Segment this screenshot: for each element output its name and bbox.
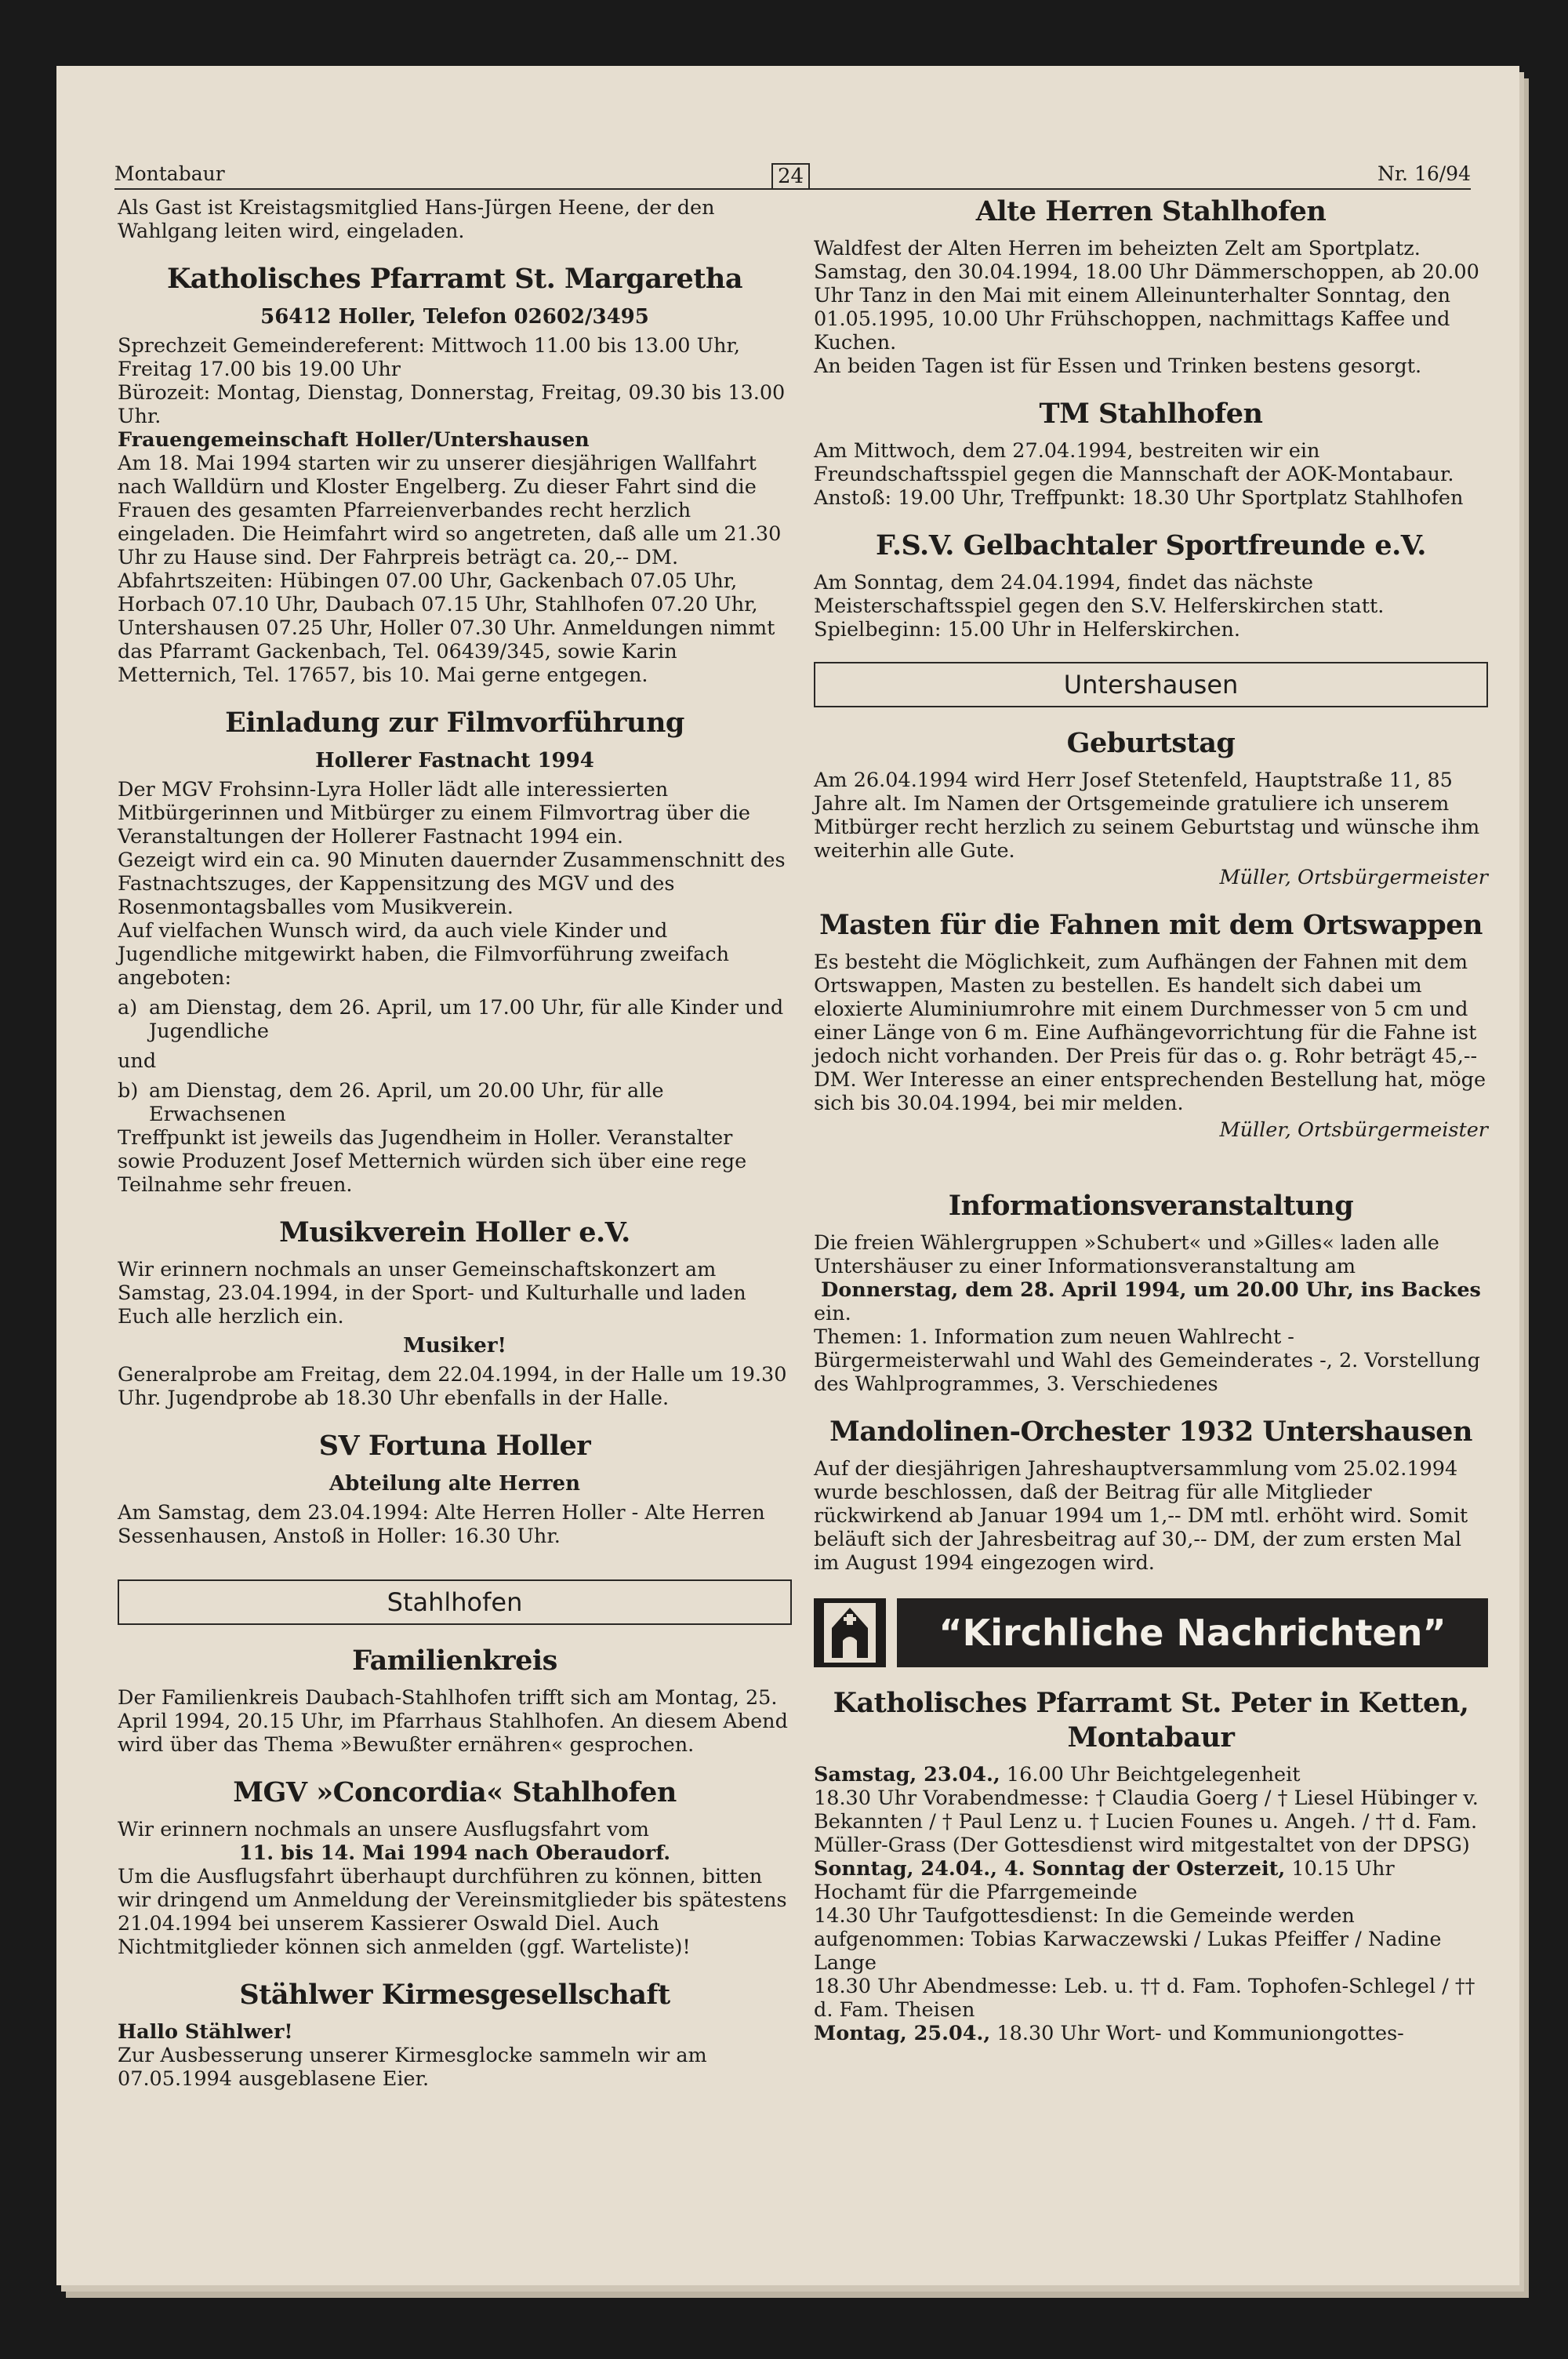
- film-title: Einladung zur Filmvorführung: [225, 707, 684, 739]
- kirmes-title: Stählwer Kirmesgesellschaft: [239, 1979, 670, 2011]
- peter-samstag-text: 16.00 Uhr Beichtgelegenheit: [1000, 1763, 1301, 1787]
- familienkreis-text: Der Familienkreis Daubach-Stahlhofen trifft sich am Montag, 25. April 1994, 20.15 Uhr, im Pfarrhaus Stahlhofen. An diesem Abend wird über das Thema »Bewußter ernähren« gesprochen.: [118, 1686, 788, 1757]
- peter-sonntag-text: 10.15 Uhr Hochamt für die Pfarrgemeinde: [814, 1857, 1395, 1904]
- fsv-text-2: Spielbeginn: 15.00 Uhr in Helferskirchen.: [814, 618, 1241, 642]
- mgv-text-2: Um die Ausflugsfahrt überhaupt durchführen zu können, bitten wir dringend um Anmeldung der Vereinsmitglieder bis spätestens 21.04.1994 bei unserem Kassierer Oswald Diel. Auch Nichtmitglieder können sich anmelden (ggf. Warteliste)!: [118, 1865, 787, 1959]
- masten-text: Es besteht die Möglichkeit, zum Aufhängen der Fahnen mit dem Ortswappen, Masten zu bestellen. Es handelt sich dabei um eloxierte Aluminiumrohre mit einem Durchmesser von 5 cm und einer Länge von 6 m. Eine Aufhängevorrichtung für die Fahne ist jedoch nicht vorhanden. Der Preis für das o. g. Rohr beträgt 45,-- DM. Wer Interesse an einer entsprechenden Bestellung hat, möge sich bis 30.04.1994, bei mir melden.: [814, 951, 1486, 1115]
- tm-stahlhofen-title: TM Stahlhofen: [1039, 398, 1263, 430]
- musikverein-text-2: Generalprobe am Freitag, dem 22.04.1994, in der Halle um 19.30 Uhr. Jugendprobe ab 18.30 Uhr ebenfalls in der Halle.: [118, 1363, 787, 1410]
- info-text-2: Themen: 1. Information zum neuen Wahlrecht - Bürgermeisterwahl und Wahl des Gemeinderates -, 2. Vorstellung des Wahlprogrammes, 3. Verschiedenes: [814, 1325, 1480, 1396]
- kirchliche-nachrichten-banner: [814, 1598, 1488, 1667]
- film-option-a-text: am Dienstag, dem 26. April, um 17.00 Uhr, für alle Kinder und Jugendliche: [149, 996, 784, 1043]
- sv-fortuna-subtitle: Abteilung alte Herren: [329, 1472, 580, 1496]
- issue-number: Nr. 16/94: [1377, 162, 1471, 185]
- info-text-1: Die freien Wählergruppen »Schubert« und »Gilles« laden alle Untershäuser zu einer Informationsveranstaltung am: [814, 1231, 1439, 1278]
- page-number: 24: [771, 163, 810, 190]
- info-title: Informationsveranstaltung: [948, 1190, 1354, 1222]
- alte-herren-text-2: An beiden Tagen ist für Essen und Trinken bestens gesorgt.: [814, 354, 1422, 378]
- info-ein: ein.: [814, 1302, 851, 1325]
- geburtstag-signature: Müller, Ortsbürgermeister: [1219, 866, 1488, 889]
- intro-text: Als Gast ist Kreistagsmitglied Hans-Jürgen Heene, der den Wahlgang leiten wird, eingeladen.: [118, 196, 715, 243]
- page-header: [114, 146, 1471, 190]
- peter-samstag: [814, 1763, 1488, 1787]
- musikverein-subtitle: Musiker!: [403, 1334, 506, 1358]
- kirchliche-nachrichten-title: “Kirchliche Nachrichten”: [897, 1598, 1488, 1667]
- film-option-b-text: am Dienstag, dem 26. April, um 20.00 Uhr, für alle Erwachsenen: [149, 1079, 664, 1126]
- stahlhofen-section-box: Stahlhofen: [118, 1579, 792, 1625]
- kath-margaretha-address: 56412 Holler, Telefon 02602/3495: [260, 305, 649, 329]
- musikverein-text-1: Wir erinnern nochmals an unser Gemeinschaftskonzert am Samstag, 23.04.1994, in der Sport- und Kulturhalle und laden Euch alle herzlich ein.: [118, 1258, 746, 1329]
- film-text-3: Auf vielfachen Wunsch wird, da auch viele Kinder und Jugendliche mitgewirkt haben, die Filmvorführung zweifach angeboten:: [118, 919, 730, 990]
- peter-montag-text: 18.30 Uhr Wort- und Kommuniongottes-: [990, 2022, 1404, 2045]
- mgv-date: 11. bis 14. Mai 1994 nach Oberaudorf.: [238, 1841, 671, 1865]
- st-peter-title: Katholisches Pfarramt St. Peter in Ketten, Montabaur: [833, 1687, 1469, 1754]
- right-column: [814, 196, 1488, 2045]
- kath-margaretha-title: Katholisches Pfarramt St. Margaretha: [166, 263, 743, 295]
- film-text-1: Der MGV Frohsinn-Lyra Holler lädt alle interessierten Mitbürgerinnen und Mitbürger zu einem Filmvortrag über die Veranstaltungen der Hollerer Fastnacht 1994 ein.: [118, 778, 751, 849]
- geburtstag-text: Am 26.04.1994 wird Herr Josef Stetenfeld, Hauptstraße 11, 85 Jahre alt. Im Namen der Ortsgemeinde gratuliere ich unserem Mitbürger recht herzlich zu seinem Geburtstag und wünsche ihm weiterhin alle Gute.: [814, 769, 1480, 863]
- film-text-4: Treffpunkt ist jeweils das Jugendheim in Holler. Veranstalter sowie Produzent Josef Metternich würden sich über eine rege Teilnahme sehr freuen.: [118, 1126, 747, 1197]
- peter-sonntag: [814, 1857, 1488, 1904]
- untershausen-section-box: Untershausen: [814, 662, 1488, 707]
- mandolinen-text: Auf der diesjährigen Jahreshauptversammlung vom 25.02.1994 wurde beschlossen, daß der Beitrag für alle Mitglieder rückwirkend ab Januar 1994 um 1,-- DM mtl. erhöht wird. Somit beläuft sich der Jahresbeitrag auf 30,-- DM, der zum ersten Mal im August 1994 eingezogen wird.: [814, 1457, 1468, 1575]
- peter-montag-label: Montag, 25.04.,: [814, 2022, 991, 2045]
- left-column: [118, 196, 792, 2091]
- film-option-b-label: b): [118, 1079, 139, 1103]
- fsv-title: F.S.V. Gelbachtaler Sportfreunde e.V.: [876, 529, 1426, 562]
- sv-fortuna-text: Am Samstag, dem 23.04.1994: Alte Herren Holler - Alte Herren Sessenhausen, Anstoß in Holler: 16.30 Uhr.: [118, 1501, 765, 1548]
- alte-herren-title: Alte Herren Stahlhofen: [975, 195, 1327, 227]
- fsv-text-1: Am Sonntag, dem 24.04.1994, findet das nächste Meisterschaftsspiel gegen den S.V. Helferskirchen statt.: [814, 571, 1385, 618]
- mandolinen-title: Mandolinen-Orchester 1932 Untershausen: [829, 1416, 1472, 1448]
- mgv-text-1: Wir erinnern nochmals an unsere Ausflugsfahrt vom: [118, 1818, 649, 1841]
- kath-office-hours: Sprechzeit Gemeindereferent: Mittwoch 11.00 bis 13.00 Uhr, Freitag 17.00 bis 19.00 Uhr: [118, 334, 741, 381]
- alte-herren-text-1: Waldfest der Alten Herren im beheizten Zelt am Sportplatz. Samstag, den 30.04.1994, 18.00 Uhr Dämmerschoppen, ab 20.00 Uhr Tanz in den Mai mit einem Alleinunterhalter Sonntag, den 01.05.1995, 10.00 Uhr Frühschoppen, nachmittags Kaffee und Kuchen.: [814, 237, 1479, 354]
- kirmes-greeting: Hallo Stählwer!: [118, 2020, 293, 2044]
- frauen-text: Am 18. Mai 1994 starten wir zu unserer diesjährigen Wallfahrt nach Walldürn und Kloster Engelberg. Zu dieser Fahrt sind die Frauen des gesamten Pfarreienverbandes recht herzlich eingeladen. Die Heimfahrt wird so angetreten, daß alle um 21.30 Uhr zu Hause sind. Der Fahrpreis beträgt ca. 20,-- DM. Abfahrtszeiten: Hübingen 07.00 Uhr, Gackenbach 07.05 Uhr, Horbach 07.10 Uhr, Daubach 07.15 Uhr, Stahlhofen 07.20 Uhr, Untershausen 07.25 Uhr, Holler 07.30 Uhr. Anmeldungen nimmt das Pfarramt Gackenbach, Tel. 06439/345, sowie Karin Metternich, Tel. 17657, bis 10. Mai gerne entgegen.: [118, 452, 782, 687]
- film-option-b: [118, 1079, 792, 1126]
- sv-fortuna-title: SV Fortuna Holler: [318, 1430, 591, 1462]
- peter-sonntag-abendmesse: 18.30 Uhr Abendmesse: Leb. u. †† d. Fam. Tophofen-Schlegel / †† d. Fam. Theisen: [814, 1975, 1475, 2022]
- church-icon: [814, 1598, 886, 1667]
- header-town: Montabaur: [114, 162, 225, 185]
- masten-signature: Müller, Ortsbürgermeister: [1219, 1118, 1488, 1142]
- film-option-a-label: a): [118, 996, 138, 1020]
- film-and: und: [118, 1049, 157, 1073]
- kath-buero-hours: Bürozeit: Montag, Dienstag, Donnerstag, Freitag, 09.30 bis 13.00 Uhr.: [118, 381, 786, 428]
- tm-stahlhofen-text: Am Mittwoch, dem 27.04.1994, bestreiten wir ein Freundschaftsspiel gegen die Mannschaft der AOK-Montabaur. Anstoß: 19.00 Uhr, Treffpunkt: 18.30 Uhr Sportplatz Stahlhofen: [814, 439, 1464, 510]
- musikverein-title: Musikverein Holler e.V.: [279, 1216, 630, 1249]
- film-text-2: Gezeigt wird ein ca. 90 Minuten dauernder Zusammenschnitt des Fastnachtszuges, der Kappensitzung des MGV und des Rosenmontagsballes vom Musikverein.: [118, 849, 786, 919]
- kirmes-text: Zur Ausbesserung unserer Kirmesglocke sammeln wir am 07.05.1994 ausgeblasene Eier.: [118, 2044, 707, 2091]
- peter-samstag-messe: 18.30 Uhr Vorabendmesse: † Claudia Goerg / † Liesel Hübinger v. Bekannten / † Paul Lenz u. † Lucien Founes u. Angeh. / †† d. Fam. Müller-Grass (Der Gottesdienst wird mitgestaltet von der DPSG): [814, 1787, 1479, 1857]
- peter-samstag-label: Samstag, 23.04.,: [814, 1763, 1000, 1787]
- peter-sonntag-taufe: 14.30 Uhr Taufgottesdienst: In die Gemeinde werden aufgenommen: Tobias Karwaczewski / Lukas Pfeiffer / Nadine Lange: [814, 1904, 1442, 1975]
- masten-title: Masten für die Fahnen mit dem Ortswappen: [819, 909, 1483, 941]
- peter-sonntag-label: Sonntag, 24.04., 4. Sonntag der Osterzeit,: [814, 1857, 1286, 1881]
- frauen-title: Frauengemeinschaft Holler/Untershausen: [118, 428, 590, 452]
- film-option-a: [118, 996, 792, 1043]
- geburtstag-title: Geburtstag: [1066, 727, 1236, 759]
- info-date: Donnerstag, dem 28. April 1994, um 20.00 Uhr, ins Backes: [821, 1278, 1481, 1302]
- familienkreis-title: Familienkreis: [352, 1645, 557, 1677]
- mgv-concordia-title: MGV »Concordia« Stahlhofen: [233, 1776, 677, 1808]
- peter-montag: [814, 2022, 1488, 2045]
- film-subtitle: Hollerer Fastnacht 1994: [315, 749, 594, 772]
